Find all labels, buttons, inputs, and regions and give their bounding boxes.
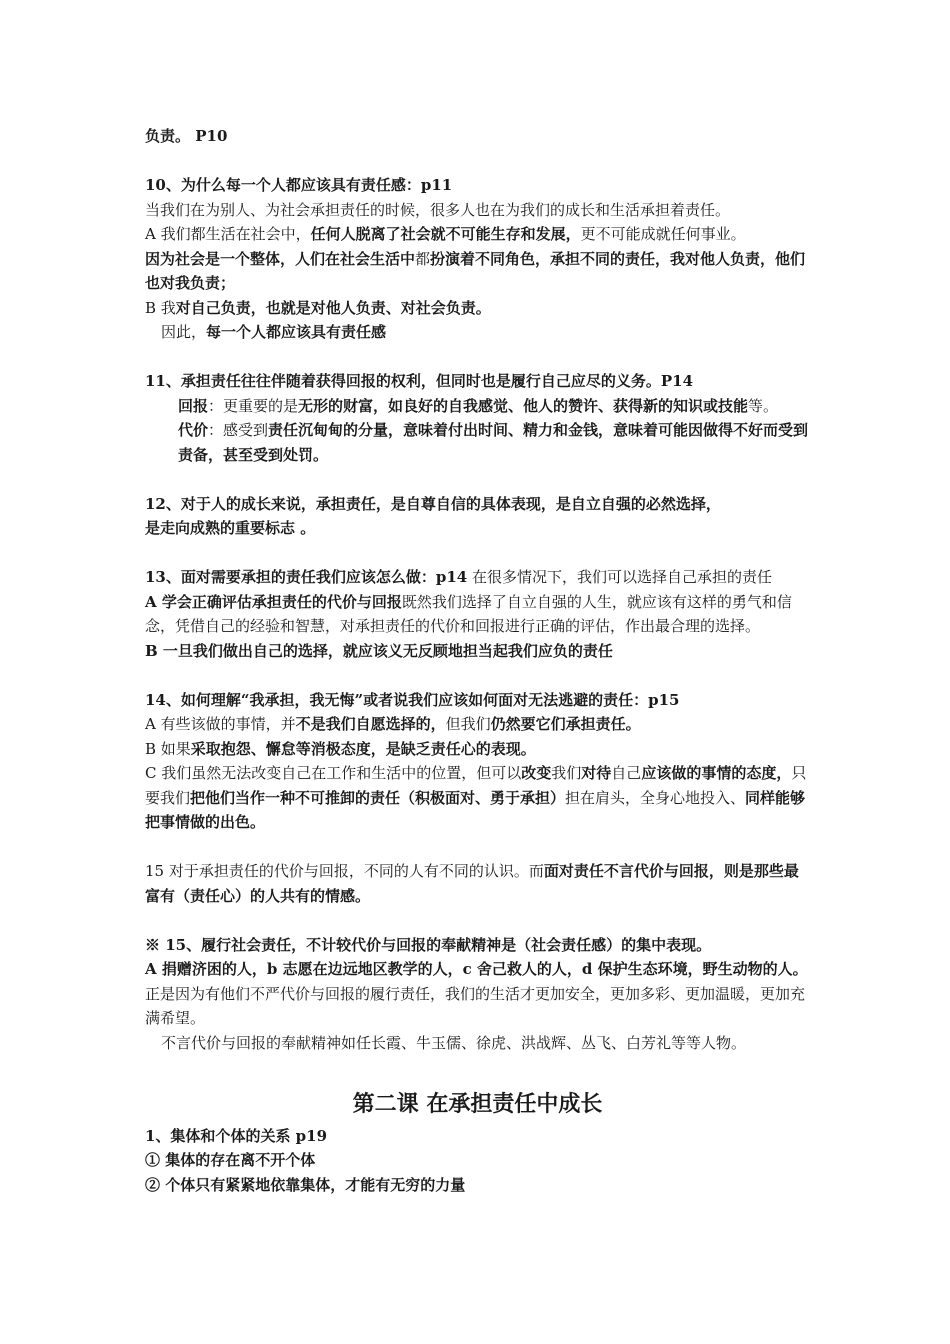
paragraph: 负责。 P10 [145, 127, 228, 145]
paragraph: A 有些该做的事情，并不是我们自愿选择的，但我们仍然要它们承担责任。 [145, 715, 641, 733]
section-title: 1、集体和个体的关系 p19 [145, 1126, 328, 1145]
question-13-title: 13、面对需要承担的责任我们应该怎么做：p14 在很多情况下，我们可以选择自己承担的责任 [145, 568, 773, 586]
paragraph: 回报：更重要的是无形的财富，如良好的自我感觉、他人的赞许、获得新的知识或技能等。 [178, 396, 779, 415]
paragraph: B 一旦我们做出自己的选择，就应该义无反顾地担当起我们应负的责任 [145, 641, 613, 660]
paragraph: 不言代价与回报的奉献精神如任长霞、牛玉儒、徐虎、洪战辉、丛飞、白芳礼等等人物。 [161, 1033, 747, 1052]
document-body [145, 124, 810, 1197]
question-14-title: 14、如何理解“我承担，我无悔”或者说我们应该如何面对无法逃避的责任：p15 [145, 690, 680, 709]
paragraph: A 学会正确评估承担责任的代价与回报既然我们选择了自立自强的人生，就应该有这样的勇气和信念，凭借自己的经验和智慧，对承担责任的代价和回报进行正确的评估，作出最合理的选择。 [145, 592, 792, 635]
question-10-title: 10、为什么每一个人都应该具有责任感：p11 [145, 176, 453, 194]
paragraph: 因此，每一个人都应该具有责任感 [161, 323, 387, 341]
paragraph: B 我对自己负责，也就是对他人负责、对社会负责。 [145, 298, 491, 317]
question-11-title: 11、承担责任往往伴随着获得回报的权利，但同时也是履行自己应尽的义务。P14 [145, 372, 694, 390]
paragraph: A 捐赠济困的人，b 志愿在边远地区教学的人，c 舍己救人的人，d 保护生态环境，野生动物的人。正是因为有他们不严代价与回报的履行责任，我们的生活才更加安全，更加多彩、更加温暖，更加充满希望。 [145, 960, 808, 1027]
question-12-line: 是走向成熟的重要标志 。 [145, 519, 316, 537]
lesson-heading: 第二课 在承担责任中成长 [352, 1090, 603, 1117]
paragraph: A 我们都生活在社会中，任何人脱离了社会就不可能生存和发展，更不可能成就任何事业。 [145, 225, 746, 243]
question-15-title: ※ 15、履行社会责任，不计较代价与回报的奉献精神是（社会责任感）的集中表现。 [145, 935, 712, 954]
question-12-line: 12、对于人的成长来说，承担责任，是自尊自信的具体表现，是自立自强的必然选择， [145, 494, 721, 513]
paragraph: 15 对于承担责任的代价与回报，不同的人有不同的认识。而面对责任不言代价与回报，则是那些最富有（责任心）的人共有的情感。 [145, 862, 799, 905]
list-item: ① 集体的存在离不开个体 [145, 1151, 316, 1169]
paragraph: 因为社会是一个整体，人们在社会生活中都扮演着不同角色，承担不同的责任，我对他人负责，他们也对我负责； [145, 249, 806, 292]
paragraph: 当我们在为别人、为社会承担责任的时候，很多人也在为我们的成长和生活承担着责任。 [145, 200, 731, 219]
paragraph: B 如果采取抱怨、懈怠等消极态度，是缺乏责任心的表现。 [145, 739, 536, 758]
paragraph: C 我们虽然无法改变自己在工作和生活中的位置，但可以改变我们对待自己应该做的事情的态度，只要我们把他们当作一种不可推卸的责任（积极面对、勇于承担）担在肩头，全身心地投入、同样能够把事情做的出色。 [145, 764, 807, 831]
paragraph: 代价：感受到责任沉甸甸的分量，意味着付出时间、精力和金钱，意味着可能因做得不好而受到责备，甚至受到处罚。 [178, 421, 809, 464]
list-item: ② 个体只有紧紧地依靠集体，才能有无穷的力量 [145, 1175, 466, 1194]
